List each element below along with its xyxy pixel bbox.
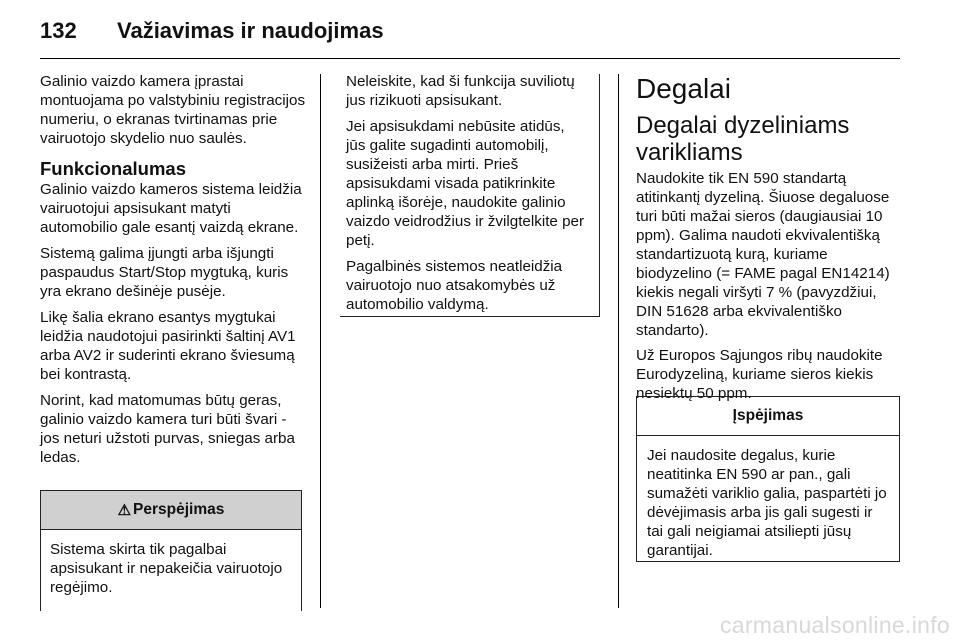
header-divider <box>40 58 900 59</box>
fuel-title: Degalai <box>636 73 731 104</box>
watermark: carmanualsonline.info <box>719 612 950 638</box>
warning-continued-paragraph-1: Neleiskite, kad ši funkcija suviliotų jus rizikuoti apsisukant. <box>346 73 575 109</box>
notice-text: Jei naudosite degalus, kurie neatitinka EN 590 ar pan., gali sumažėti variklio galia, paspartėti jo dėvėjimasis arba jis gali sugesti ir tai gali neigiamai atsiliepti jūsų garantijai. <box>647 447 887 559</box>
diesel-paragraph-1: Naudokite tik EN 590 standartą atitinkantį dyzeliną. Šiuose degaluose turi būti mažai sieros (daugiausiai 10 ppm). Galima naudoti ekvivalentišką standartizuotą kurą, kuriame biodyzelino (= FAME pagal EN14214) kiekis negali viršyti 7 % (pavyzdžiui, DIN 51628 arba ekvivalentiško standarto). <box>636 170 890 339</box>
warning-continued-paragraph-2: Jei apsisukdami nebūsite atidūs, jūs galite sugadinti automobilį, susižeisti arba mirti. Prieš apsisukdami visada patikrinkite aplinką išorėje, naudokite galinio vaizdo veidrodžius ir žvilgtelkite per petį. <box>346 118 585 249</box>
column-left <box>40 72 306 474</box>
diesel-subtitle: Degalai dyzeliniams varikliams <box>636 112 850 166</box>
intro-paragraph: Galinio vaizdo kamera įprastai montuojama po valstybiniu registracijos numeriu, o ekranas tvirtinamas prie vairuotojo skydelio nuo saulės. <box>40 73 306 147</box>
notice-box <box>636 396 900 562</box>
warning-text: Sistema skirta tik pagalbai apsisukant ir nepakeičia vairuotojo regėjimo. <box>50 541 283 596</box>
functionality-paragraph-2: Sistemą galima įjungti arba išjungti paspaudus Start/Stop mygtuką, kuris yra ekrano dešinėje pusėje. <box>40 245 289 300</box>
functionality-paragraph-1: Galinio vaizdo kameros sistema leidžia vairuotojui apsisukant matyti automobilio gale esantį vaizdą ekrane. <box>40 181 302 236</box>
functionality-heading: Funkcionalumas <box>40 158 186 179</box>
warning-box-header <box>41 491 301 530</box>
warning-box <box>40 490 302 611</box>
notice-title: Įspėjimas <box>637 397 899 436</box>
warning-continued-paragraph-3: Pagalbinės sistemos neatleidžia vairuotojo nuo atsakomybės už automobilio valdymą. <box>346 258 563 313</box>
page-number: 132 <box>40 18 77 43</box>
page-header <box>40 16 900 52</box>
diesel-paragraph-2: Už Europos Sąjungos ribų naudokite Eurodyzeliną, kuriame sieros kiekis nesiektų 50 ppm. <box>636 347 883 402</box>
section-title: Važiavimas ir naudojimas <box>117 18 384 43</box>
column-middle <box>346 72 586 321</box>
column-divider-1 <box>320 74 321 608</box>
column-divider-2 <box>618 74 619 608</box>
warning-triangle-icon: ⚠ <box>117 502 132 519</box>
warning-title: Perspėjimas <box>133 501 225 518</box>
column-right <box>636 72 904 409</box>
functionality-paragraph-3: Likę šalia ekrano esantys mygtukai leidžia naudotojui pasirinkti šaltinį AV1 arba AV2 ir suderinti ekrano šviesumą bei kontrastą. <box>40 309 296 383</box>
functionality-paragraph-4: Norint, kad matomumas būtų geras, galinio vaizdo kamera turi būti švari - jos neturi užstoti purvas, sniegas arba ledas. <box>40 392 295 466</box>
